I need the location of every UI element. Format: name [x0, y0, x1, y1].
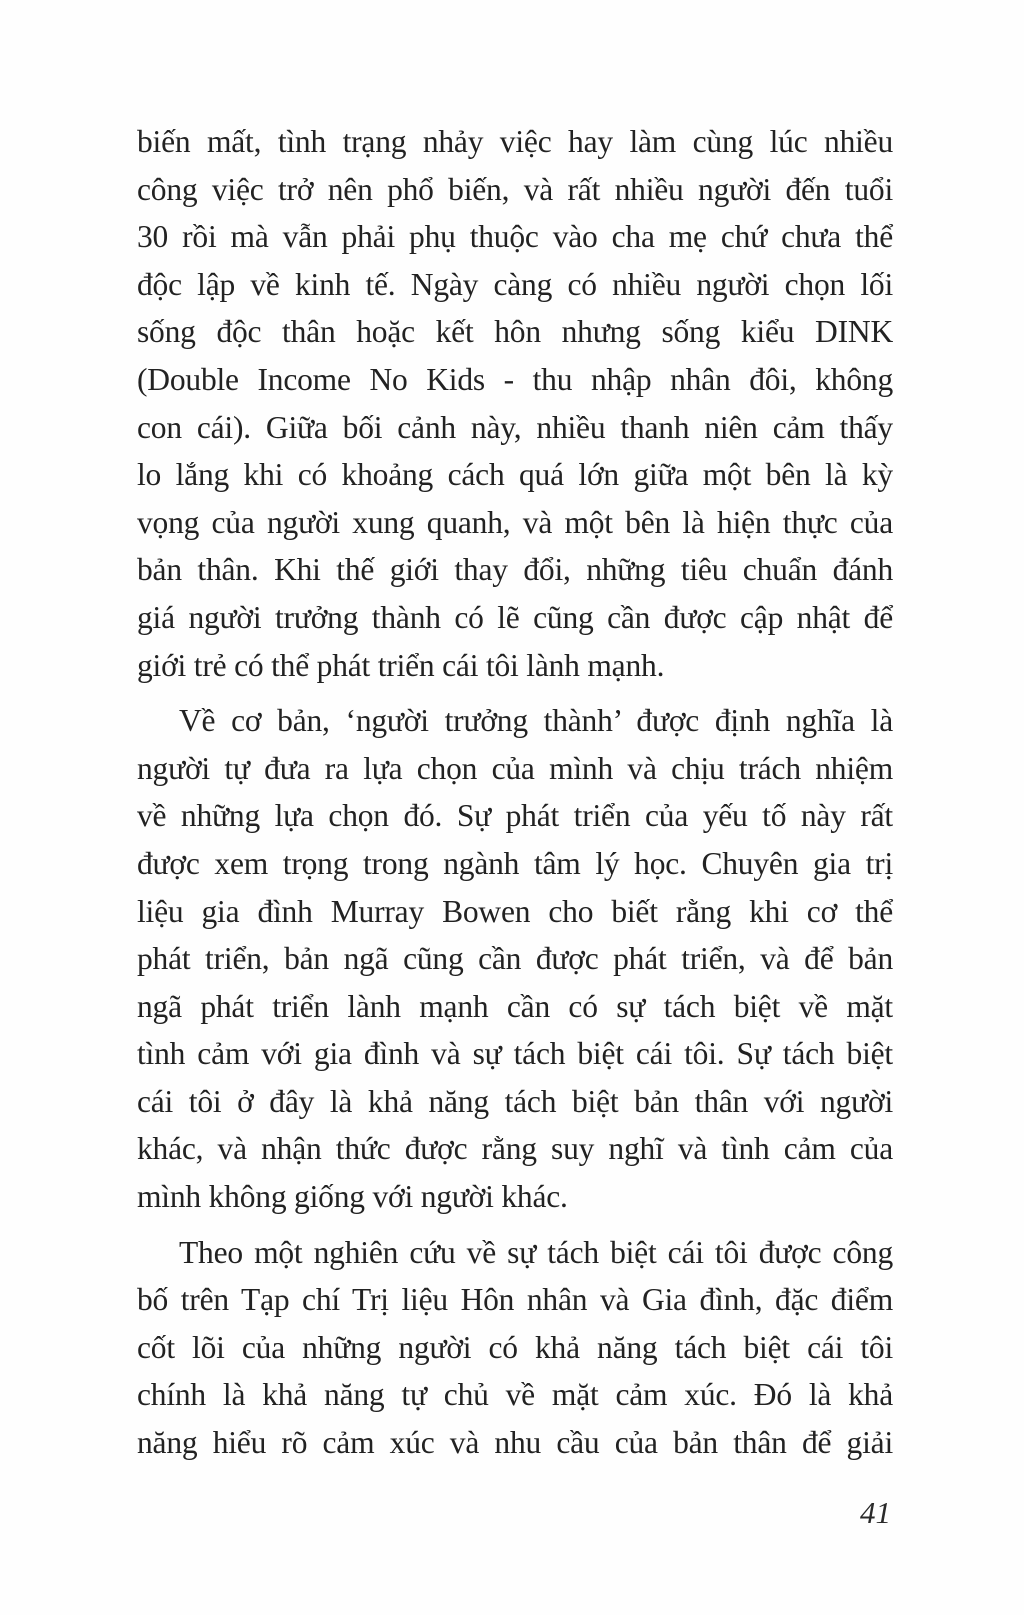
- text-line: phát triển, bản ngã cũng cần được phát triển, và để bản: [137, 941, 893, 977]
- paragraph: [137, 1229, 893, 1467]
- page-number: 41: [860, 1495, 891, 1530]
- text-line: cốt lõi của những người có khả năng tách biệt cái tôi: [137, 1329, 893, 1365]
- text-line: mình không giống với người khác.: [137, 1179, 568, 1215]
- text-line: năng hiểu rõ cảm xúc và nhu cầu của bản thân để giải: [137, 1425, 893, 1461]
- body-text: [137, 118, 893, 1467]
- text-line: cái tôi ở đây là khả năng tách biệt bản thân với người: [137, 1083, 893, 1119]
- text-line: công việc trở nên phổ biến, và rất nhiều người đến tuổi: [137, 171, 893, 207]
- text-line: được xem trọng trong ngành tâm lý học. Chuyên gia trị: [137, 845, 893, 881]
- text-line: khác, và nhận thức được rằng suy nghĩ và tình cảm của: [137, 1131, 893, 1167]
- paragraph: [137, 697, 893, 1221]
- text-line: liệu gia đình Murray Bowen cho biết rằng khi cơ thể: [137, 893, 893, 929]
- text-line: độc lập về kinh tế. Ngày càng có nhiều người chọn lối: [137, 266, 893, 302]
- text-line: Theo một nghiên cứu về sự tách biệt cái tôi được công: [179, 1234, 893, 1270]
- text-line: biến mất, tình trạng nhảy việc hay làm cùng lúc nhiều: [137, 124, 893, 159]
- text-line: Về cơ bản, ‘người trưởng thành’ được định nghĩa là: [179, 703, 893, 739]
- text-line: con cái). Giữa bối cảnh này, nhiều thanh niên cảm thấy: [137, 409, 893, 445]
- text-line: bố trên Tạp chí Trị liệu Hôn nhân và Gia đình, đặc điểm: [137, 1282, 893, 1318]
- paragraph: [137, 118, 893, 689]
- text-line: chính là khả năng tự chủ về mặt cảm xúc. Đó là khả: [137, 1377, 893, 1413]
- text-line: (Double Income No Kids - thu nhập nhân đôi, không: [137, 361, 893, 397]
- text-line: vọng của người xung quanh, và một bên là hiện thực của: [137, 504, 893, 540]
- text-line: lo lắng khi có khoảng cách quá lớn giữa một bên là kỳ: [137, 457, 893, 493]
- text-line: người tự đưa ra lựa chọn của mình và chịu trách nhiệm: [137, 750, 893, 786]
- text-line: 30 rồi mà vẫn phải phụ thuộc vào cha mẹ chứ chưa thể: [137, 219, 893, 255]
- text-line: giới trẻ có thể phát triển cái tôi lành mạnh.: [137, 647, 665, 683]
- text-line: về những lựa chọn đó. Sự phát triển của yếu tố này rất: [137, 798, 893, 834]
- text-line: giá người trưởng thành có lẽ cũng cần được cập nhật để: [137, 599, 893, 635]
- text-line: ngã phát triển lành mạnh cần có sự tách biệt về mặt: [137, 988, 893, 1024]
- text-line: bản thân. Khi thế giới thay đổi, những tiêu chuẩn đánh: [137, 552, 893, 588]
- text-line: tình cảm với gia đình và sự tách biệt cái tôi. Sự tách biệt: [137, 1036, 893, 1072]
- text-line: sống độc thân hoặc kết hôn nhưng sống kiểu DINK: [137, 314, 893, 350]
